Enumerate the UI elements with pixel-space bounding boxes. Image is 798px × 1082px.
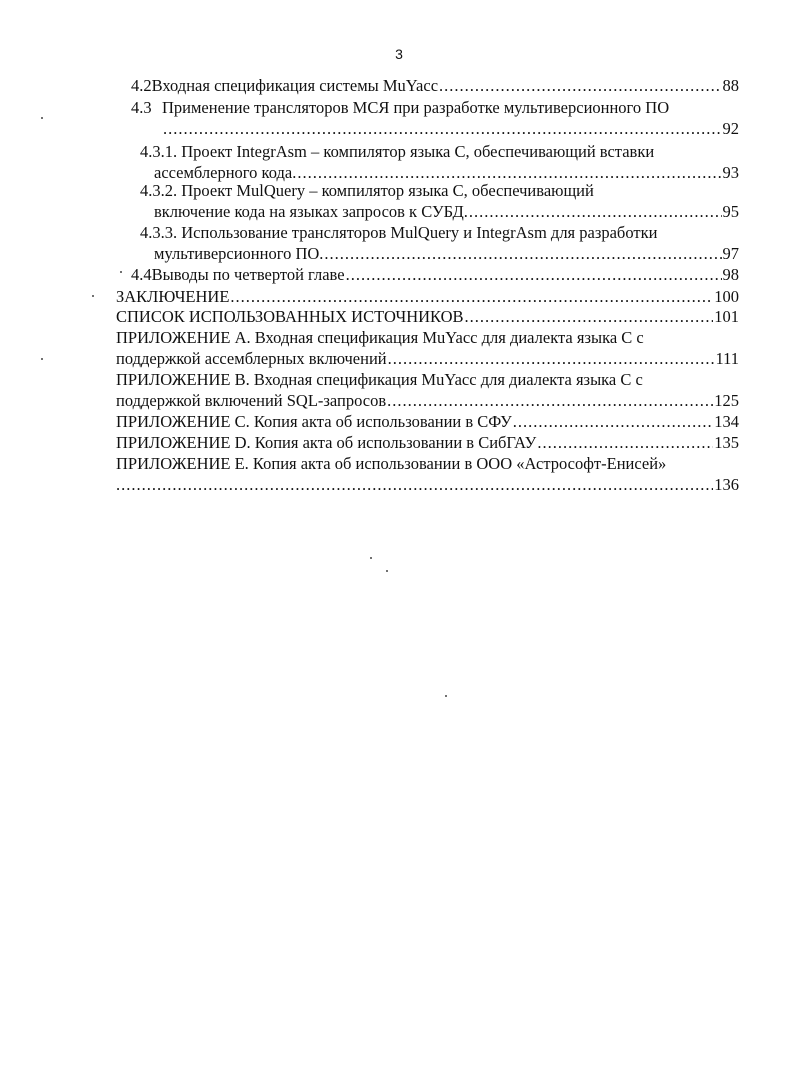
toc-title: Применение трансляторов МСЯ при разработке мультиверсионного ПО bbox=[162, 98, 670, 117]
toc-page: 136 bbox=[714, 475, 739, 494]
toc-leader bbox=[469, 201, 722, 222]
toc-number: 4.2 bbox=[131, 76, 152, 95]
page-number: 3 bbox=[395, 46, 403, 62]
toc-title-continued: поддержкой включений SQL-запросов bbox=[116, 391, 387, 410]
toc-leader bbox=[388, 348, 715, 369]
toc-entry-conclusion bbox=[116, 286, 739, 307]
toc-entry-appendix-c bbox=[116, 411, 739, 432]
toc-leader bbox=[346, 264, 722, 285]
toc-page: 92 bbox=[722, 119, 739, 138]
toc-entry-4-3-2 bbox=[140, 180, 739, 222]
toc-title-continued: поддержкой ассемблерных включений bbox=[116, 349, 387, 368]
toc-title: 4.3.3. Использование трансляторов MulQuery и IntegrAsm для разработки bbox=[140, 223, 658, 242]
toc-entry-4-3 bbox=[131, 97, 739, 139]
toc-leader bbox=[163, 118, 722, 139]
toc-title: ПРИЛОЖЕНИЕ Е. Копия акта об использовании в ООО «Астрософт-Енисей» bbox=[116, 454, 667, 473]
toc-title: Выводы по четвертой главе bbox=[151, 265, 345, 284]
toc-page: 97 bbox=[722, 244, 739, 263]
toc-entry-appendix-e bbox=[116, 453, 739, 495]
scan-speck bbox=[445, 695, 447, 697]
toc-leader bbox=[230, 286, 713, 307]
toc-entry-4-2 bbox=[131, 75, 739, 96]
toc-title: СПИСОК ИСПОЛЬЗОВАННЫХ ИСТОЧНИКОВ bbox=[116, 307, 464, 326]
scan-speck bbox=[386, 570, 388, 572]
toc-page: 135 bbox=[714, 433, 739, 452]
toc-page: 98 bbox=[722, 265, 739, 284]
scan-speck bbox=[370, 557, 372, 559]
toc-leader bbox=[439, 75, 721, 96]
toc-entry-appendix-a bbox=[116, 327, 739, 369]
toc-page: 111 bbox=[715, 349, 739, 368]
toc-title: ПРИЛОЖЕНИЕ D. Копия акта об использовании в СибГАУ bbox=[116, 433, 537, 452]
toc-title: ЗАКЛЮЧЕНИЕ bbox=[116, 287, 230, 306]
toc-title: 4.3.1. Проект IntegrAsm – компилятор языка С, обеспечивающий вставки bbox=[140, 142, 655, 161]
toc-page: 88 bbox=[722, 76, 739, 95]
scan-speck bbox=[92, 295, 94, 297]
toc-number: 4.4 bbox=[131, 265, 152, 284]
toc-leader bbox=[324, 243, 721, 264]
toc-title: ПРИЛОЖЕНИЕ В. Входная спецификация MuYacc для диалекта языка С с bbox=[116, 370, 643, 389]
toc-title: ПРИЛОЖЕНИЕ А. Входная спецификация MuYacc для диалекта языка С с bbox=[116, 328, 644, 347]
toc-page: 101 bbox=[714, 307, 739, 326]
toc-title: ПРИЛОЖЕНИЕ С. Копия акта об использовании в СФУ bbox=[116, 412, 512, 431]
toc-entry-appendix-b bbox=[116, 369, 739, 411]
toc-title: 4.3.2. Проект MulQuery – компилятор языка С, обеспечивающий bbox=[140, 181, 594, 200]
toc-leader bbox=[387, 390, 713, 411]
scan-speck bbox=[120, 271, 122, 273]
toc-entry-4-4 bbox=[131, 264, 739, 285]
toc-entry-appendix-d bbox=[116, 432, 739, 453]
toc-page: 134 bbox=[714, 412, 739, 431]
toc-page: 100 bbox=[714, 287, 739, 306]
toc-number: 4.3 bbox=[131, 98, 152, 117]
scan-speck bbox=[41, 117, 43, 119]
toc-page: 95 bbox=[722, 202, 739, 221]
toc-leader bbox=[465, 306, 714, 327]
toc-page: 93 bbox=[722, 163, 739, 182]
toc-title-continued: мультиверсионного ПО. bbox=[154, 244, 324, 263]
toc-entry-references bbox=[116, 306, 739, 327]
toc-leader bbox=[513, 411, 713, 432]
toc-title-continued: включение кода на языках запросов к СУБД. bbox=[154, 202, 468, 221]
toc-title: Входная спецификация системы MuYacc bbox=[151, 76, 439, 95]
toc-entry-4-3-3 bbox=[140, 222, 739, 264]
scan-speck bbox=[41, 358, 43, 360]
toc-leader bbox=[116, 474, 713, 495]
toc-entry-4-3-1 bbox=[140, 141, 739, 183]
toc-leader bbox=[537, 432, 713, 453]
toc-page: 125 bbox=[714, 391, 739, 410]
toc-title-continued: ассемблерного кода. bbox=[154, 163, 297, 182]
